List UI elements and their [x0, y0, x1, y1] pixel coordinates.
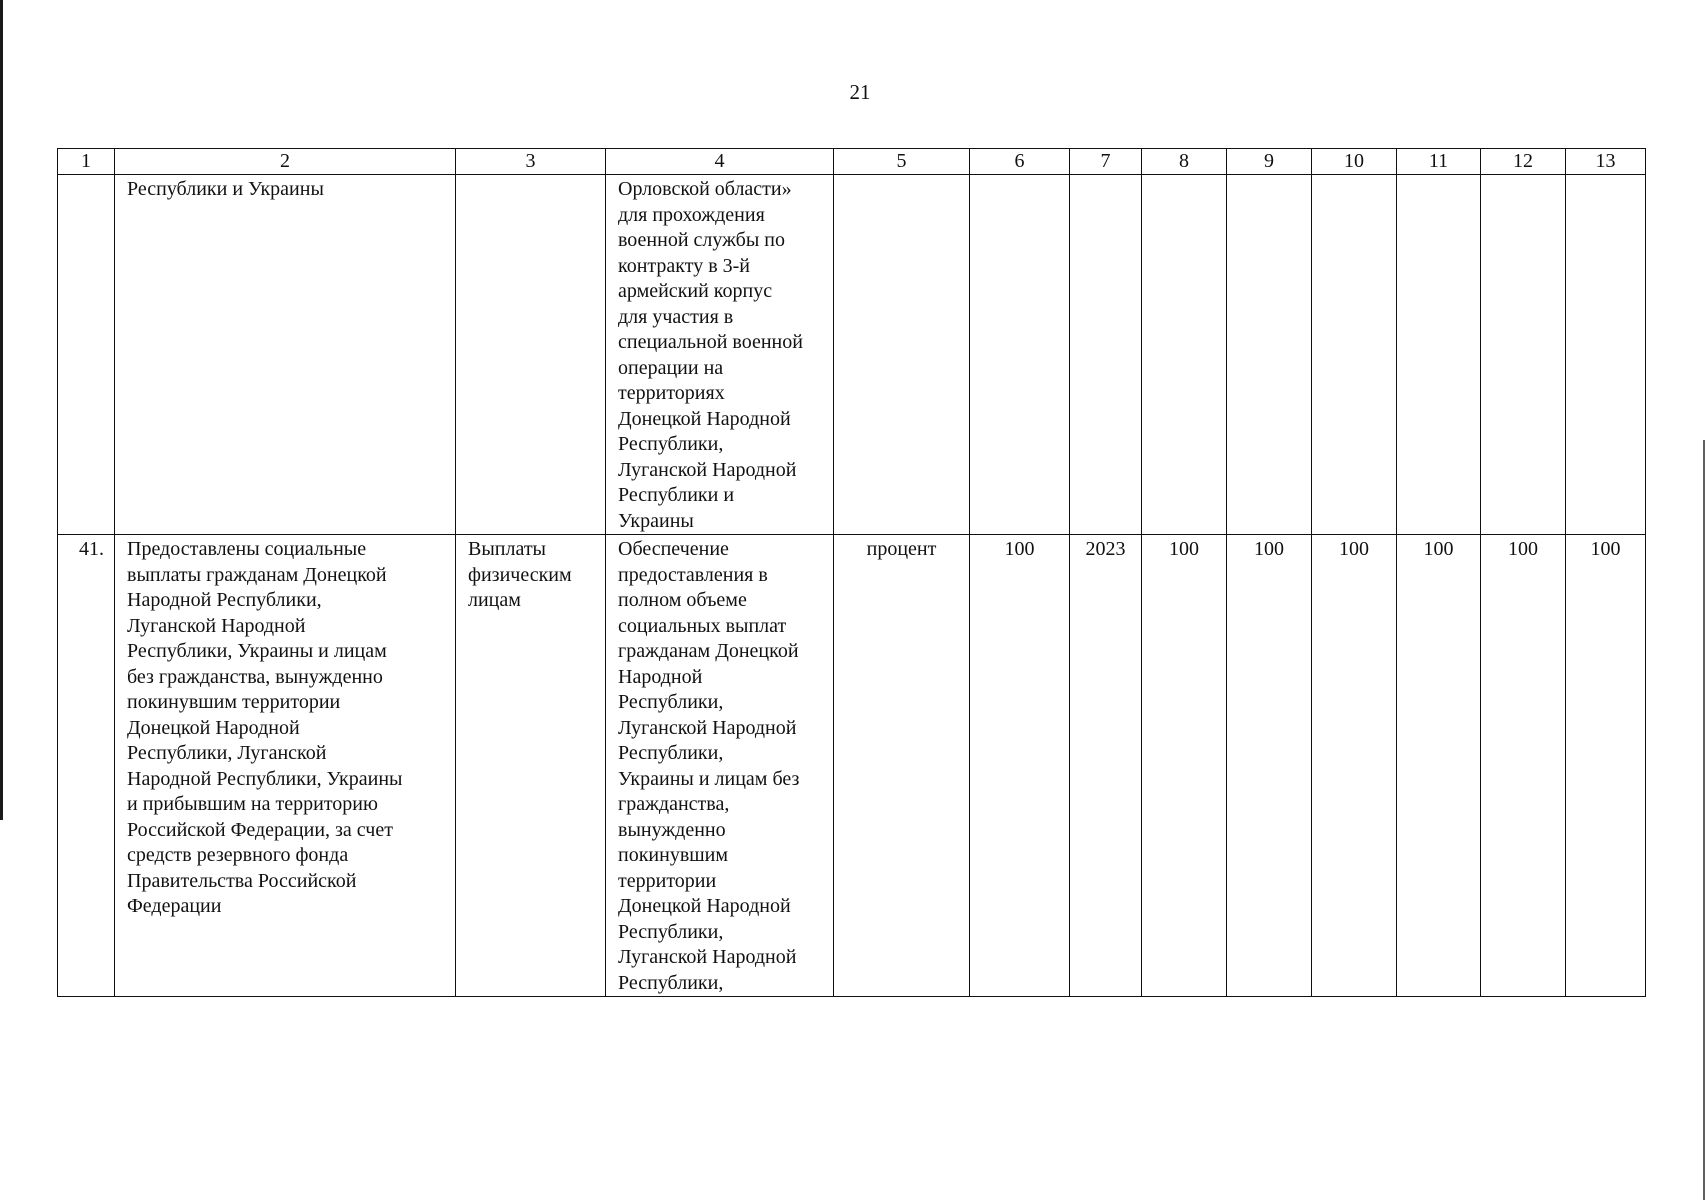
base-year-cell [1070, 535, 1142, 997]
result-name-cell [115, 535, 456, 997]
result-name: Предоставлены социальные выплаты гражданам Донецкой Народной Республики, Луганской Народной Республики, Украины и лицам без гражданства, вынужденно покинувшим территории Донецкой Народной Республики, Луганской Народной Республики, Украины и прибывшим на территорию Российской Федерации, за счет средств резервного фонда Правительства Российской Федерации [127, 538, 403, 917]
column-header: 11 [1397, 149, 1481, 175]
base-year-cell [1070, 175, 1142, 535]
row-index-cell [58, 175, 115, 535]
column-header: 8 [1142, 149, 1227, 175]
page-number: 21 [849, 80, 871, 104]
value-cell [1312, 535, 1397, 997]
column-header: 2 [115, 149, 456, 175]
result-type-cell [456, 535, 606, 997]
column-header: 3 [456, 149, 606, 175]
column-header: 1 [58, 149, 115, 175]
value-cell [1481, 535, 1566, 997]
result-type-cell [456, 175, 606, 535]
base-value-cell [970, 535, 1070, 997]
value-cell [1481, 175, 1566, 535]
table-row [58, 175, 1646, 535]
value-cell [1227, 535, 1312, 997]
scan-edge-right [1703, 440, 1705, 1200]
result-type: Выплаты физическим лицам [468, 538, 572, 611]
base-value-cell [970, 175, 1070, 535]
column-header: 10 [1312, 149, 1397, 175]
column-header: 6 [970, 149, 1070, 175]
base-value: 100 [1004, 538, 1035, 560]
value-cell [1142, 535, 1227, 997]
column-header: 4 [606, 149, 834, 175]
value: 100 [1508, 538, 1538, 560]
unit-cell [834, 535, 970, 997]
result-name-cell [115, 175, 456, 535]
column-header: 9 [1227, 149, 1312, 175]
row-index-cell [58, 535, 115, 997]
value-cell [1566, 535, 1646, 997]
table-row [58, 535, 1646, 997]
column-header: 12 [1481, 149, 1566, 175]
result-description: Обеспечение предоставления в полном объеме социальных выплат гражданам Донецкой Народной Республики, Луганской Народной Республики, Украины и лицам без гражданства, вынужденно покинувшим территории Донецкой Народной Республики, Луганской Народной Республики, [618, 538, 800, 994]
value: 100 [1254, 538, 1284, 560]
value: 100 [1423, 538, 1454, 560]
value: 100 [1590, 538, 1621, 560]
scan-edge-left [0, 0, 3, 820]
unit: процент [866, 538, 937, 560]
result-name: Республики и Украины [127, 178, 324, 200]
value-cell [1227, 175, 1312, 535]
column-header: 7 [1070, 149, 1142, 175]
value-cell [1566, 175, 1646, 535]
row-index: 41. [79, 538, 104, 560]
column-header: 13 [1566, 149, 1646, 175]
result-description-cell [606, 535, 834, 997]
value: 100 [1169, 538, 1199, 560]
value: 100 [1339, 538, 1369, 560]
base-year: 2023 [1085, 538, 1126, 560]
result-description-cell [606, 175, 834, 535]
value-cell [1397, 535, 1481, 997]
table-header-row [58, 149, 1646, 175]
indicator-table [57, 148, 1646, 997]
result-description: Орловской области» для прохождения военной службы по контракту в 3-й армейский корпус для участия в специальной военной операции на территориях Донецкой Народной Республики, Луганской Народной Республики и Украины [618, 178, 803, 532]
unit-cell [834, 175, 970, 535]
value-cell [1312, 175, 1397, 535]
column-header: 5 [834, 149, 970, 175]
value-cell [1397, 175, 1481, 535]
value-cell [1142, 175, 1227, 535]
